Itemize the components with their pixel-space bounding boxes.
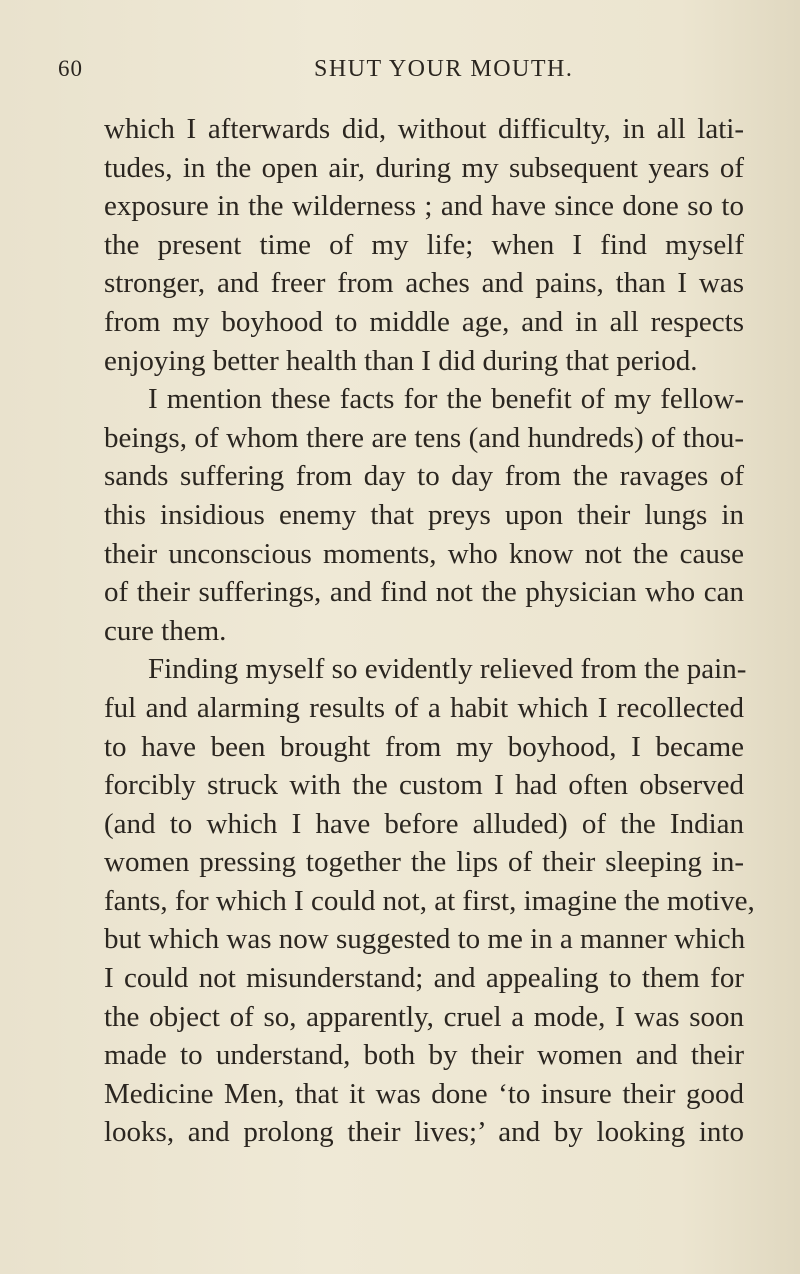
text-line: exposure in the wilderness ; and have since done so to bbox=[104, 190, 744, 223]
text-line: I mention these facts for the benefit of my fellow- bbox=[148, 383, 744, 416]
text-line: women pressing together the lips of their sleeping in- bbox=[104, 846, 744, 879]
text-line: the present time of my life; when I find myself bbox=[104, 228, 744, 261]
text-line: Finding myself so evidently relieved from the pain- bbox=[148, 653, 747, 686]
text-line: sands suffering from day to day from the ravages of bbox=[104, 460, 744, 493]
text-line: (and to which I have before alluded) of the Indian bbox=[104, 807, 744, 840]
running-head: SHUT YOUR MOUTH. bbox=[314, 56, 574, 82]
text-line: to have been brought from my boyhood, I became bbox=[104, 730, 744, 763]
text-line: tudes, in the open air, during my subsequent years of bbox=[104, 151, 744, 184]
text-line: I could not misunderstand; and appealing to them for bbox=[104, 962, 744, 995]
page-header bbox=[58, 56, 748, 92]
text-line: enjoying better health than I did during that period. bbox=[104, 344, 698, 377]
text-line: fants, for which I could not, at first, imagine the motive, bbox=[104, 884, 755, 917]
text-line: cure them. bbox=[104, 614, 227, 647]
text-line: ful and alarming results of a habit which I recollected bbox=[104, 691, 744, 724]
text-line: of their sufferings, and find not the physician who can bbox=[104, 576, 744, 609]
text-line: this insidious enemy that preys upon their lungs in bbox=[104, 498, 744, 531]
text-line: looks, and prolong their lives;’ and by looking into bbox=[104, 1116, 744, 1149]
text-line: from my boyhood to middle age, and in all respects bbox=[104, 305, 744, 338]
text-line: their unconscious moments, who know not the cause bbox=[104, 537, 744, 570]
text-line: but which was now suggested to me in a manner which bbox=[104, 923, 746, 956]
text-line: beings, of whom there are tens (and hundreds) of thou- bbox=[104, 421, 744, 454]
body-text bbox=[104, 110, 755, 1152]
text-line: the object of so, apparently, cruel a mode, I was soon bbox=[104, 1000, 744, 1033]
page-number: 60 bbox=[58, 56, 83, 81]
text-line: forcibly struck with the custom I had often observed bbox=[104, 769, 744, 802]
text-line: stronger, and freer from aches and pains, than I was bbox=[104, 267, 744, 300]
text-line: made to understand, both by their women and their bbox=[104, 1039, 744, 1072]
text-line: which I afterwards did, without difficulty, in all lati- bbox=[104, 113, 744, 145]
text-line: Medicine Men, that it was done ‘to insure their good bbox=[104, 1077, 744, 1110]
